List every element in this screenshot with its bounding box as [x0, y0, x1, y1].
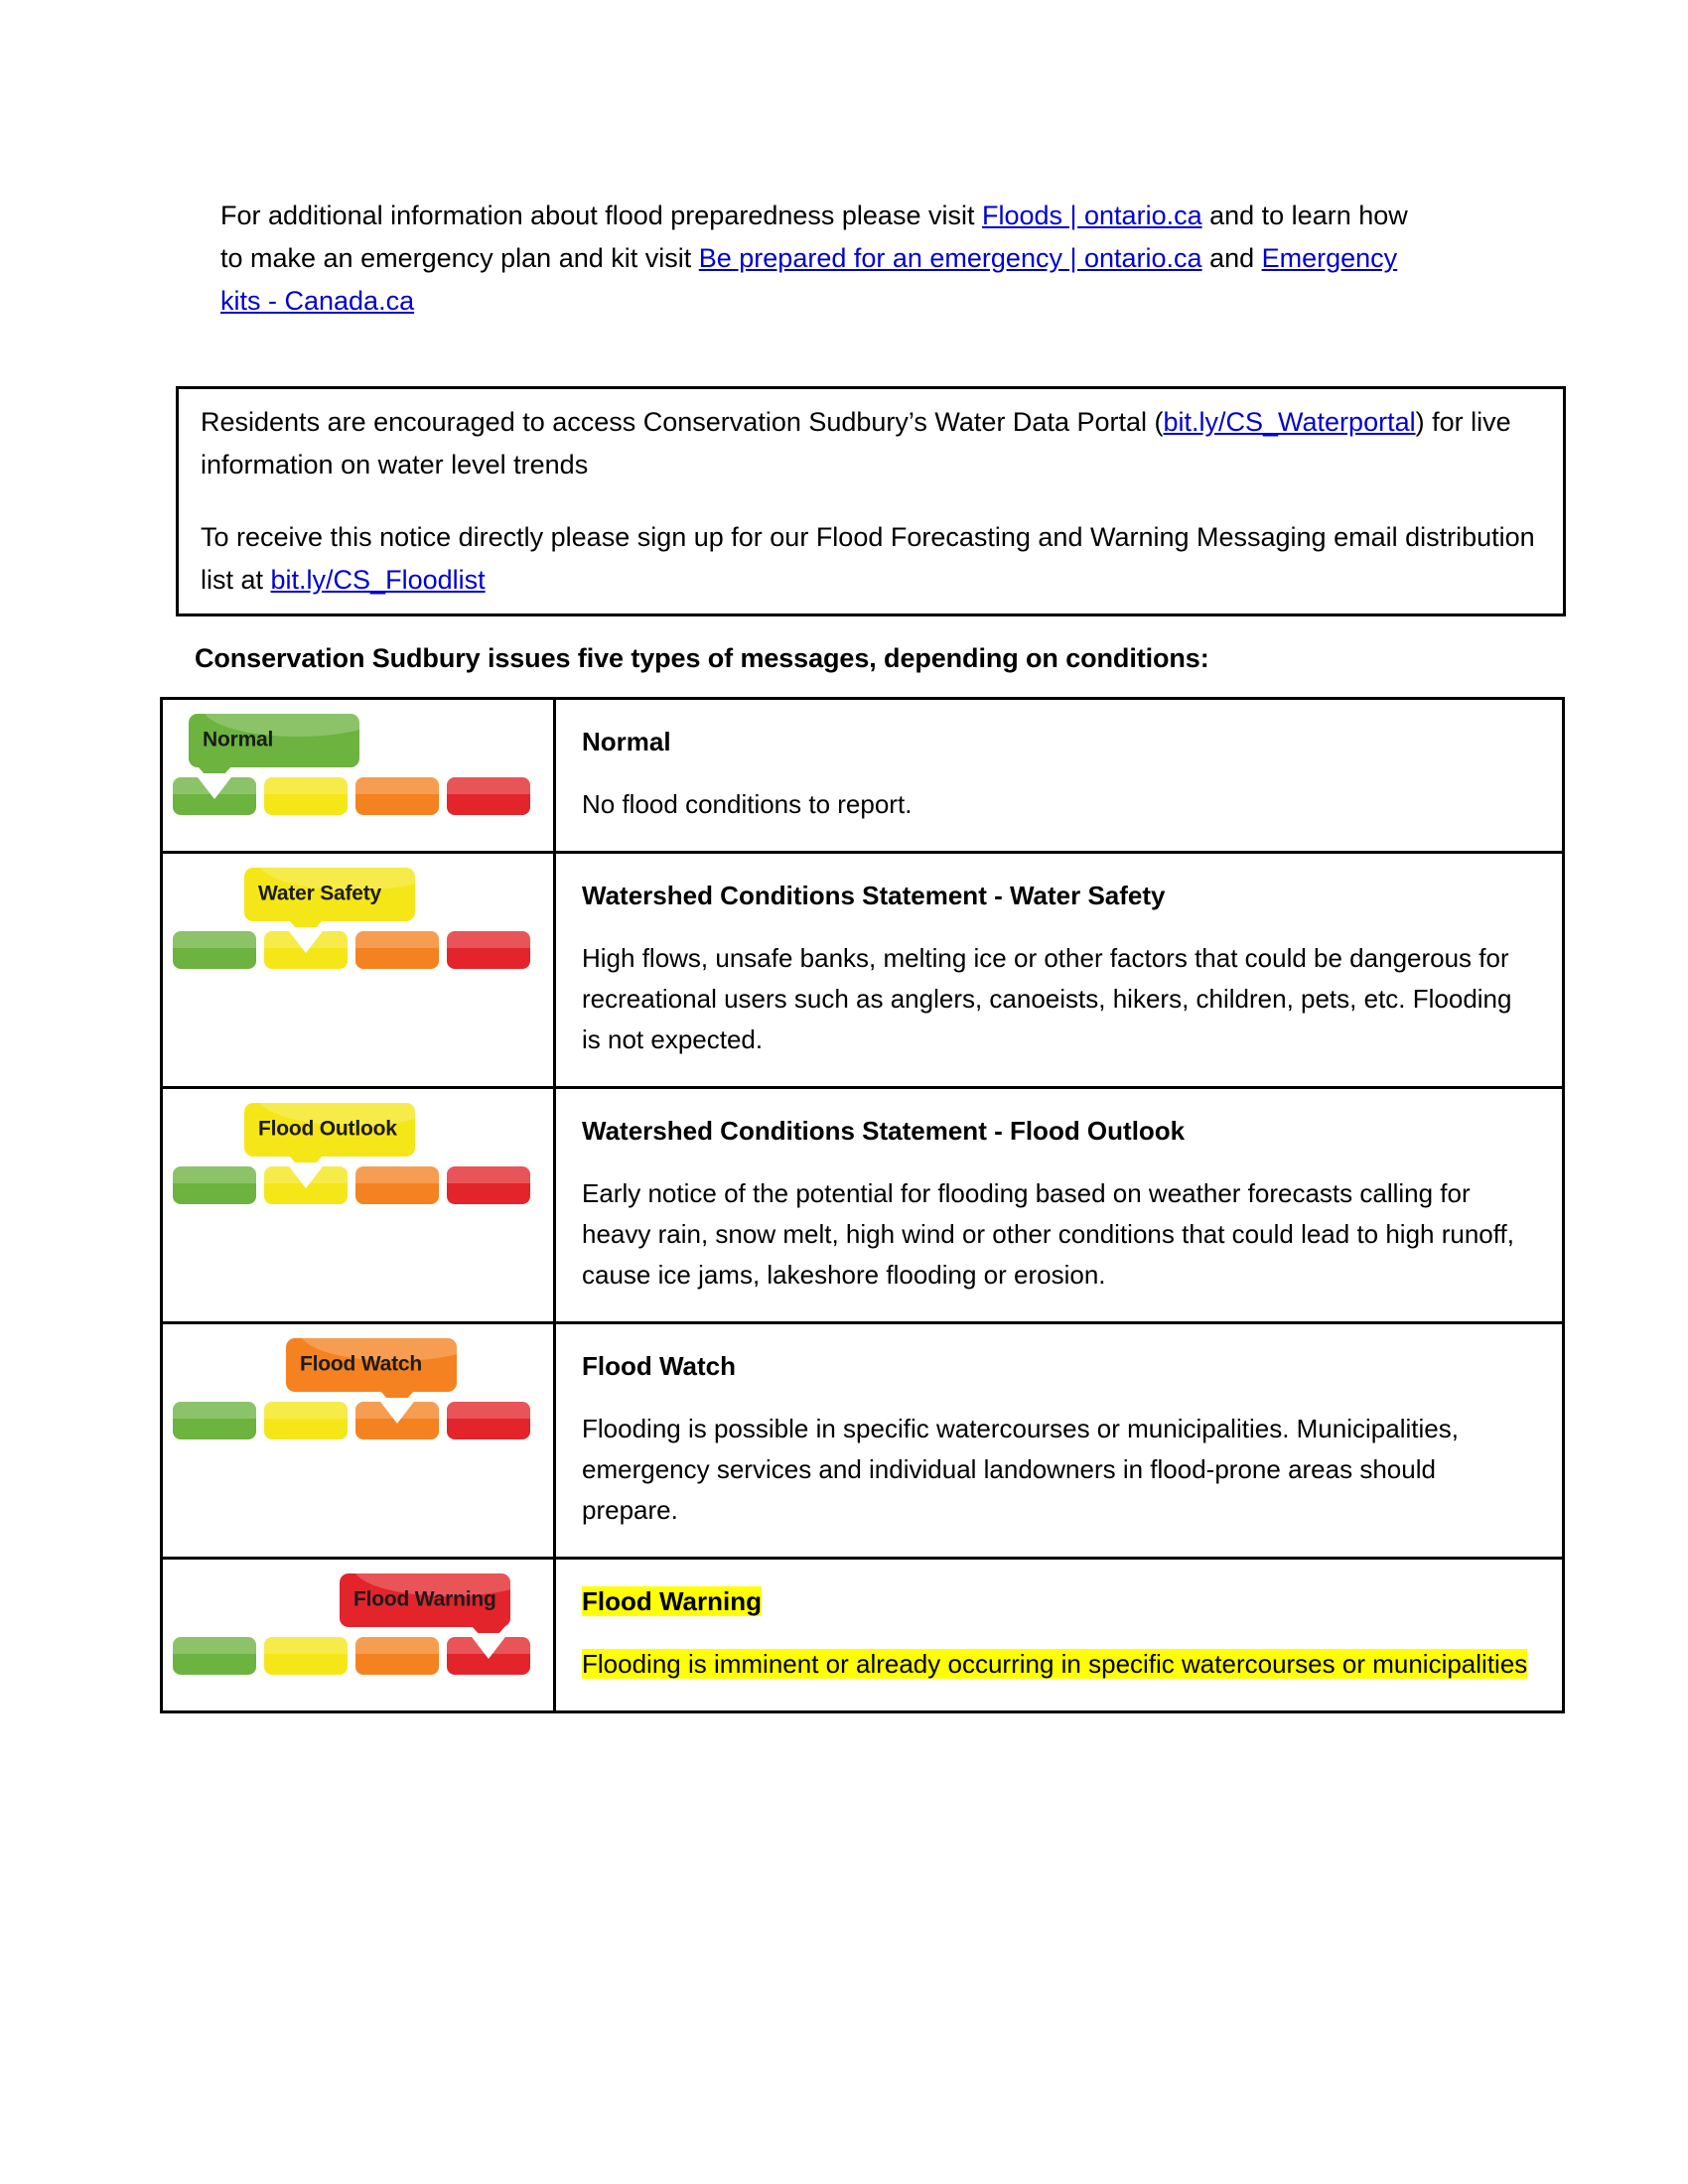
table-row [162, 1323, 1564, 1559]
segment-gloss [264, 777, 348, 794]
message-types-table-body [162, 699, 1564, 1712]
status-badge [340, 1573, 510, 1627]
segment-gloss [355, 777, 439, 794]
severity-segment-orange [355, 931, 439, 969]
status-badge [244, 868, 415, 921]
segment-gloss [447, 1166, 530, 1183]
status-badge-label: Flood Warning [353, 1587, 496, 1611]
notice-box-content [201, 401, 1539, 602]
link-be-prepared-emergency[interactable]: Be prepared for an emergency | ontario.ca [698, 243, 1202, 273]
severity-segment-red [447, 777, 530, 815]
intro-text-3: and [1201, 243, 1262, 273]
segment-gloss [447, 1637, 530, 1654]
severity-segment-orange [355, 1637, 439, 1675]
intro-paragraph [220, 195, 1422, 323]
segment-gloss [264, 1402, 348, 1419]
severity-segment-orange [355, 777, 439, 815]
severity-segment-yellow [264, 1402, 348, 1439]
page-title: Conservation Sudbury issues five types of messages, depending on conditions: [195, 643, 1209, 673]
segment-gloss [447, 931, 530, 948]
status-scale-graphic [173, 1101, 542, 1208]
status-badge [189, 714, 359, 767]
severity-segment-green [173, 777, 256, 815]
message-description-cell [555, 699, 1564, 853]
status-badge-label: Flood Outlook [258, 1117, 397, 1141]
paragraph-spacer [201, 486, 1539, 516]
notice-paragraph-1 [201, 401, 1539, 486]
table-row [162, 1559, 1564, 1712]
notice-p2-before: To receive this notice directly please sign up for our Flood Forecasting and Warning Messaging email distribution list at [201, 522, 1535, 595]
message-description [582, 1409, 1532, 1531]
segment-gloss [264, 931, 348, 948]
severity-scale-bar [173, 1402, 542, 1439]
severity-segment-orange [355, 1166, 439, 1204]
table-row [162, 699, 1564, 853]
message-text-block [556, 1324, 1562, 1557]
message-title [582, 1111, 1532, 1152]
message-title [582, 876, 1532, 916]
segment-gloss [355, 931, 439, 948]
link-floods-ontario[interactable]: Floods | ontario.ca [981, 201, 1202, 230]
severity-segment-red [447, 1166, 530, 1204]
status-scale-graphic [173, 1571, 542, 1679]
message-description-text: Flooding is possible in specific watercourses or municipalities. Municipalities, emergency services and individual landowners in flood-prone areas should prepare. [582, 1414, 1459, 1525]
segment-gloss [355, 1166, 439, 1183]
message-description-text: Early notice of the potential for flooding based on weather forecasts calling for heavy rain, snow melt, high wind or other conditions that could lead to high runoff, cause ice jams, lakeshore flooding or erosion. [582, 1178, 1514, 1290]
message-description [582, 784, 1532, 825]
message-title-text: Flood Warning [582, 1586, 762, 1616]
severity-segment-red [447, 931, 530, 969]
notice-p1-after: ) for live information on water level trends [201, 407, 1511, 479]
message-types-table [160, 697, 1565, 1713]
severity-segment-green [173, 931, 256, 969]
segment-gloss [173, 1166, 256, 1183]
severity-segment-red [447, 1637, 530, 1675]
link-emergency-kits-canada[interactable]: Emergency kits - Canada.ca [220, 243, 1398, 316]
status-badge [244, 1103, 415, 1157]
segment-gloss [173, 1402, 256, 1419]
segment-gloss [355, 1637, 439, 1654]
segment-gloss [355, 1402, 439, 1419]
message-description-text: No flood conditions to report. [582, 789, 913, 819]
status-scale-graphic [173, 1336, 542, 1443]
status-badge-label: Water Safety [258, 882, 382, 905]
segment-gloss [173, 931, 256, 948]
status-graphic-cell [162, 1323, 555, 1559]
message-title-text: Watershed Conditions Statement - Water Safety [582, 881, 1166, 910]
severity-segment-green [173, 1166, 256, 1204]
message-text-block [556, 1089, 1562, 1321]
status-scale-graphic [173, 712, 542, 819]
message-text-block [556, 854, 1562, 1086]
message-description [582, 1644, 1532, 1685]
status-badge-label: Normal [203, 728, 274, 751]
segment-gloss [447, 777, 530, 794]
segment-gloss [264, 1166, 348, 1183]
message-title-text: Normal [582, 727, 671, 756]
segment-gloss [447, 1402, 530, 1419]
message-title-text: Flood Watch [582, 1351, 737, 1381]
intro-text-1: For additional information about flood preparedness please visit [220, 201, 982, 230]
severity-segment-green [173, 1402, 256, 1439]
message-title [582, 1346, 1532, 1387]
severity-segment-green [173, 1637, 256, 1675]
segment-gloss [173, 1637, 256, 1654]
severity-scale-bar [173, 1166, 542, 1204]
message-description-cell [555, 1088, 1564, 1323]
message-description [582, 938, 1532, 1060]
status-graphic-cell [162, 853, 555, 1088]
severity-segment-yellow [264, 1637, 348, 1675]
status-graphic-cell [162, 1088, 555, 1323]
severity-scale-bar [173, 777, 542, 815]
severity-segment-yellow [264, 777, 348, 815]
message-description-cell [555, 1323, 1564, 1559]
message-description-cell [555, 1559, 1564, 1712]
segment-gloss [264, 1637, 348, 1654]
message-title [582, 722, 1532, 762]
message-text-block [556, 1560, 1562, 1710]
severity-segment-yellow [264, 931, 348, 969]
message-description-text: Flooding is imminent or already occurring in specific watercourses or municipalities [582, 1649, 1528, 1679]
link-water-portal[interactable]: bit.ly/CS_Waterportal [1163, 407, 1416, 437]
status-graphic-cell [162, 699, 555, 853]
message-title-text: Watershed Conditions Statement - Flood Outlook [582, 1116, 1186, 1146]
status-graphic-cell [162, 1559, 555, 1712]
status-scale-graphic [173, 866, 542, 973]
severity-segment-red [447, 1402, 530, 1439]
notice-p1-before: Residents are encouraged to access Conservation Sudbury’s Water Data Portal ( [201, 407, 1164, 437]
segment-gloss [173, 777, 256, 794]
message-text-block [556, 700, 1562, 851]
intro-text-2: and to learn how to make an emergency plan and kit visit [220, 201, 1408, 273]
link-floodlist[interactable]: bit.ly/CS_Floodlist [270, 565, 486, 595]
severity-scale-bar [173, 1637, 542, 1675]
severity-scale-bar [173, 931, 542, 969]
notice-box [176, 386, 1566, 616]
table-row [162, 853, 1564, 1088]
message-title [582, 1581, 1532, 1622]
message-description [582, 1173, 1532, 1296]
status-badge [286, 1338, 457, 1392]
message-description-cell [555, 853, 1564, 1088]
notice-paragraph-2 [201, 516, 1539, 602]
message-description-text: High flows, unsafe banks, melting ice or other factors that could be dangerous for recreational users such as anglers, canoeists, hikers, children, pets, etc. Flooding is not expected. [582, 943, 1512, 1054]
severity-segment-orange [355, 1402, 439, 1439]
table-row [162, 1088, 1564, 1323]
severity-segment-yellow [264, 1166, 348, 1204]
status-badge-label: Flood Watch [300, 1352, 423, 1376]
